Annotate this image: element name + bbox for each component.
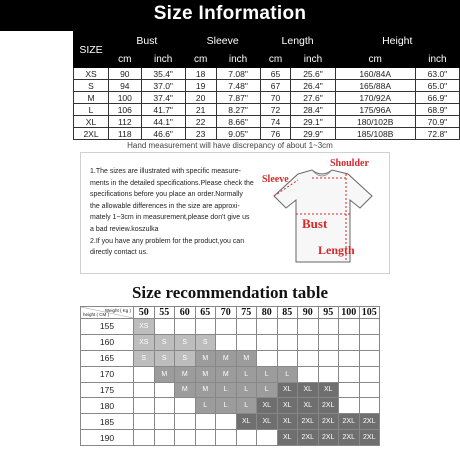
size-value-cell: 63.0": [415, 68, 459, 80]
size-value-cell: 20: [185, 92, 216, 104]
weight-header: 65: [195, 307, 216, 319]
unit-header-row: [74, 51, 460, 68]
weight-header: 50: [134, 307, 155, 319]
weight-header-row: [81, 307, 380, 319]
size-value-cell: 7.08": [216, 68, 260, 80]
size-recommendation-cell: [195, 414, 216, 430]
size-row: [74, 104, 460, 116]
size-value-cell: 7.87": [216, 92, 260, 104]
height-header: 165: [81, 350, 134, 366]
size-recommendation-cell: M: [154, 366, 175, 382]
size-recommendation-cell: XS: [134, 319, 155, 335]
unit-header: inch: [291, 51, 335, 68]
size-information-table: [73, 31, 460, 140]
size-recommendation-cell: [134, 366, 155, 382]
page-title: Size Information: [153, 3, 307, 24]
size-value-cell: 72: [260, 104, 291, 116]
group-header-height: Height: [335, 32, 459, 51]
size-recommendation-cell: [134, 414, 155, 430]
size-value-cell: 100: [109, 92, 142, 104]
size-recommendation-cell: S: [175, 334, 196, 350]
size-recommendation-cell: 2XL: [318, 430, 339, 446]
height-row: [81, 382, 380, 398]
size-recommendation-table: [80, 306, 380, 446]
weight-header: 75: [236, 307, 257, 319]
note-line: ments in the detailed specifications.Please check the: [90, 179, 254, 187]
recommendation-body: [81, 319, 380, 446]
size-row: [74, 92, 460, 104]
height-row: [81, 319, 380, 335]
height-header: 170: [81, 366, 134, 382]
height-axis-label: height ( CM ): [83, 312, 110, 317]
size-value-cell: 185/108B: [335, 128, 415, 140]
size-recommendation-cell: M: [175, 366, 196, 382]
size-row: [74, 116, 460, 128]
size-recommendation-cell: L: [216, 398, 237, 414]
size-recommendation-cell: S: [154, 334, 175, 350]
size-value-cell: 175/96A: [335, 104, 415, 116]
size-recommendation-cell: [216, 430, 237, 446]
size-recommendation-cell: M: [195, 366, 216, 382]
size-recommendation-cell: [298, 319, 319, 335]
size-recommendation-cell: XL: [277, 398, 298, 414]
size-recommendation-cell: [298, 350, 319, 366]
size-recommendation-cell: [216, 414, 237, 430]
unit-header: cm: [335, 51, 415, 68]
height-row: [81, 334, 380, 350]
unit-header: cm: [109, 51, 142, 68]
size-recommendation-cell: [298, 366, 319, 382]
size-value-cell: 41.7": [141, 104, 185, 116]
size-recommendation-cell: L: [236, 382, 257, 398]
size-value-cell: 25.6": [291, 68, 335, 80]
unit-header: inch: [141, 51, 185, 68]
weight-header: 60: [175, 307, 196, 319]
size-name-cell: XL: [74, 116, 109, 128]
size-recommendation-cell: [154, 414, 175, 430]
size-value-cell: 66.9": [415, 92, 459, 104]
size-value-cell: 22: [185, 116, 216, 128]
size-recommendation-cell: [236, 319, 257, 335]
note-line: specifications before you place an order.Normally: [90, 191, 243, 199]
size-column-header: SIZE: [74, 32, 109, 68]
height-header: 180: [81, 398, 134, 414]
tshirt-measurement-diagram: [260, 154, 385, 272]
size-name-cell: L: [74, 104, 109, 116]
weight-header: 100: [339, 307, 360, 319]
size-value-cell: 9.05": [216, 128, 260, 140]
weight-header: 105: [359, 307, 380, 319]
size-value-cell: 106: [109, 104, 142, 116]
size-name-cell: 2XL: [74, 128, 109, 140]
group-header-row: [74, 32, 460, 51]
size-recommendation-cell: [134, 382, 155, 398]
size-recommendation-cell: [339, 350, 360, 366]
weight-header: 95: [318, 307, 339, 319]
size-recommendation-cell: 2XL: [298, 430, 319, 446]
group-header-bust: Bust: [109, 32, 186, 51]
unit-header: inch: [415, 51, 459, 68]
size-value-cell: 70: [260, 92, 291, 104]
size-recommendation-cell: 2XL: [359, 430, 380, 446]
size-recommendation-cell: M: [216, 350, 237, 366]
size-value-cell: 35.4": [141, 68, 185, 80]
height-header: 175: [81, 382, 134, 398]
size-value-cell: 74: [260, 116, 291, 128]
height-row: [81, 414, 380, 430]
header-bar: [0, 0, 460, 31]
size-name-cell: XS: [74, 68, 109, 80]
size-value-cell: 19: [185, 80, 216, 92]
size-recommendation-cell: [216, 319, 237, 335]
height-row: [81, 350, 380, 366]
size-recommendation-cell: XL: [277, 430, 298, 446]
size-recommendation-cell: [154, 398, 175, 414]
size-recommendation-cell: S: [195, 334, 216, 350]
size-value-cell: 8.27": [216, 104, 260, 116]
weight-axis-label: Weight ( Kg ): [104, 308, 131, 313]
height-row: [81, 398, 380, 414]
size-recommendation-cell: [154, 430, 175, 446]
size-recommendation-cell: [257, 334, 278, 350]
size-recommendation-cell: [154, 382, 175, 398]
size-recommendation-cell: L: [277, 366, 298, 382]
size-recommendation-cell: [318, 350, 339, 366]
size-recommendation-cell: M: [195, 382, 216, 398]
size-recommendation-cell: [318, 366, 339, 382]
size-recommendation-cell: XL: [298, 398, 319, 414]
size-value-cell: 180/102B: [335, 116, 415, 128]
size-recommendation-cell: [277, 350, 298, 366]
size-recommendation-cell: [339, 319, 360, 335]
size-recommendation-cell: [257, 350, 278, 366]
height-row: [81, 430, 380, 446]
size-recommendation-cell: [134, 398, 155, 414]
size-recommendation-cell: 2XL: [339, 430, 360, 446]
size-recommendation-cell: XL: [318, 382, 339, 398]
size-recommendation-cell: [236, 430, 257, 446]
size-recommendation-cell: S: [154, 350, 175, 366]
weight-header: 55: [154, 307, 175, 319]
size-value-cell: 37.0": [141, 80, 185, 92]
size-recommendation-cell: M: [175, 382, 196, 398]
height-header: 160: [81, 334, 134, 350]
size-name-cell: M: [74, 92, 109, 104]
size-value-cell: 67: [260, 80, 291, 92]
note-line: a bad review.koszulka: [90, 225, 159, 233]
size-recommendation-cell: XL: [277, 382, 298, 398]
size-recommendation-cell: L: [257, 366, 278, 382]
bust-label: Bust: [302, 216, 328, 231]
size-value-cell: 18: [185, 68, 216, 80]
size-value-cell: 23: [185, 128, 216, 140]
size-recommendation-cell: XL: [298, 382, 319, 398]
size-recommendation-cell: [318, 319, 339, 335]
size-value-cell: 44.1": [141, 116, 185, 128]
size-recommendation-cell: XL: [257, 398, 278, 414]
size-value-cell: 37.4": [141, 92, 185, 104]
size-recommendation-cell: [175, 398, 196, 414]
size-recommendation-cell: [175, 319, 196, 335]
size-value-cell: 29.1": [291, 116, 335, 128]
note-line: the allowable differences in the size are approxi-: [90, 202, 240, 210]
size-value-cell: 165/88A: [335, 80, 415, 92]
note-line: 1.The sizes are illustrated with specific measure-: [90, 168, 241, 175]
size-value-cell: 46.6": [141, 128, 185, 140]
size-recommendation-cell: XL: [236, 414, 257, 430]
size-recommendation-cell: [298, 334, 319, 350]
size-recommendation-cell: 2XL: [339, 414, 360, 430]
unit-header: inch: [216, 51, 260, 68]
size-recommendation-cell: L: [216, 382, 237, 398]
note-line: mately 1~3cm in measurement,please don't give us: [90, 214, 250, 222]
weight-header: 80: [257, 307, 278, 319]
size-recommendation-cell: S: [175, 350, 196, 366]
size-recommendation-cell: 2XL: [359, 414, 380, 430]
size-recommendation-cell: [175, 414, 196, 430]
size-recommendation-cell: [195, 319, 216, 335]
size-row: [74, 128, 460, 140]
size-recommendation-cell: [195, 430, 216, 446]
height-header: 185: [81, 414, 134, 430]
height-header: 190: [81, 430, 134, 446]
size-value-cell: 118: [109, 128, 142, 140]
size-recommendation-cell: [339, 366, 360, 382]
weight-header: 70: [216, 307, 237, 319]
size-value-cell: 28.4": [291, 104, 335, 116]
height-row: [81, 366, 380, 382]
sleeve-label: Sleeve: [262, 174, 289, 185]
size-recommendation-cell: [359, 350, 380, 366]
size-value-cell: 170/92A: [335, 92, 415, 104]
size-recommendation-cell: [216, 334, 237, 350]
note-line: directly contact us.: [90, 249, 148, 257]
size-recommendation-cell: XS: [134, 334, 155, 350]
size-value-cell: 21: [185, 104, 216, 116]
size-recommendation-cell: XL: [257, 414, 278, 430]
size-recommendation-cell: M: [216, 366, 237, 382]
unit-header: cm: [185, 51, 216, 68]
size-value-cell: 65.0": [415, 80, 459, 92]
size-value-cell: 160/84A: [335, 68, 415, 80]
size-value-cell: 26.4": [291, 80, 335, 92]
size-recommendation-cell: [277, 319, 298, 335]
notes-text: [90, 166, 285, 259]
unit-header: cm: [260, 51, 291, 68]
size-recommendation-cell: 2XL: [298, 414, 319, 430]
size-recommendation-cell: M: [195, 350, 216, 366]
size-recommendation-cell: L: [236, 398, 257, 414]
size-value-cell: 8.66": [216, 116, 260, 128]
shoulder-label: Shoulder: [330, 158, 369, 169]
size-recommendation-cell: L: [195, 398, 216, 414]
size-recommendation-cell: [257, 430, 278, 446]
size-recommendation-cell: [339, 398, 360, 414]
size-value-cell: 76: [260, 128, 291, 140]
size-recommendation-cell: [339, 382, 360, 398]
group-header-length: Length: [260, 32, 335, 51]
size-table-body: [74, 68, 460, 140]
size-recommendation-cell: [134, 430, 155, 446]
recommendation-title: Size recommendation table: [131, 283, 329, 302]
size-recommendation-cell: L: [257, 382, 278, 398]
size-recommendation-cell: [359, 382, 380, 398]
size-recommendation-cell: [257, 319, 278, 335]
size-recommendation-cell: S: [134, 350, 155, 366]
size-recommendation-cell: [236, 334, 257, 350]
size-recommendation-cell: [359, 319, 380, 335]
size-value-cell: 70.9": [415, 116, 459, 128]
group-header-sleeve: Sleeve: [185, 32, 260, 51]
size-recommendation-cell: XL: [277, 414, 298, 430]
size-recommendation-cell: 2XL: [318, 414, 339, 430]
size-value-cell: 7.48": [216, 80, 260, 92]
size-recommendation-cell: [359, 366, 380, 382]
size-recommendation-cell: [359, 398, 380, 414]
size-value-cell: 29.9": [291, 128, 335, 140]
size-row: [74, 68, 460, 80]
size-recommendation-cell: [318, 334, 339, 350]
size-recommendation-cell: [277, 334, 298, 350]
size-value-cell: 72.8": [415, 128, 459, 140]
size-recommendation-cell: [359, 334, 380, 350]
size-value-cell: 27.6": [291, 92, 335, 104]
size-recommendation-cell: [339, 334, 360, 350]
size-recommendation-cell: [175, 430, 196, 446]
height-header: 155: [81, 319, 134, 335]
size-name-cell: S: [74, 80, 109, 92]
note-line: 2.If you have any problem for the product,you can: [90, 237, 245, 245]
measurement-caption: Hand measurement will have discrepancy of about 1~3cm: [127, 141, 333, 150]
size-row: [74, 80, 460, 92]
size-value-cell: 68.9": [415, 104, 459, 116]
size-recommendation-cell: L: [236, 366, 257, 382]
size-recommendation-cell: 2XL: [318, 398, 339, 414]
size-recommendation-cell: M: [236, 350, 257, 366]
size-value-cell: 112: [109, 116, 142, 128]
size-value-cell: 65: [260, 68, 291, 80]
corner-cell: [81, 307, 134, 319]
length-label: Length: [318, 243, 355, 257]
size-value-cell: 90: [109, 68, 142, 80]
size-recommendation-cell: [154, 319, 175, 335]
size-value-cell: 94: [109, 80, 142, 92]
weight-header: 90: [298, 307, 319, 319]
weight-header: 85: [277, 307, 298, 319]
